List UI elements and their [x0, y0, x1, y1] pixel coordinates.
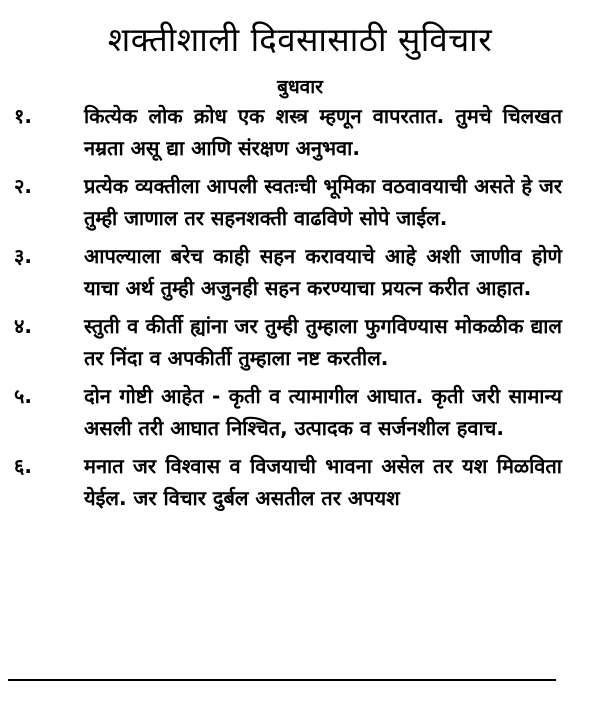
page-title: शक्तीशाली दिवसासाठी सुविचार [107, 20, 493, 59]
item-number: ५. [14, 384, 32, 408]
day-subtitle: बुधवार [277, 76, 323, 98]
item-number: १. [14, 104, 32, 128]
item-text: कित्येक लोक क्रोध एक शस्त्र म्हणून वापरतात. तुमचे चिलखत नम्रता असू द्या आणि संरक्षण अनुभवा. [84, 104, 562, 160]
list-item [0, 450, 600, 514]
bottom-divider [8, 679, 556, 681]
item-number: ६. [14, 454, 32, 478]
item-text: मनात जर विश्वास व विजयाची भावना असेल तर यश मिळविता येईल. जर विचार दुर्बल असतील तर अपयश [84, 454, 562, 510]
item-text: दोन गोष्टी आहेत - कृती व त्यामागील आघात. कृती जरी सामान्य असली तरी आघात निश्चित, उत्पादक व सर्जनशील हवाच. [84, 384, 562, 440]
list-item [0, 100, 600, 164]
list-item [0, 240, 600, 304]
item-text: प्रत्येक व्यक्तीला आपली स्वतःची भूमिका वठवावयाची असते हे जर तुम्ही जाणाल तर सहनशक्ती वाढविणे सोपे जाईल. [84, 174, 562, 230]
list-item [0, 380, 600, 444]
item-text: आपल्याला बरेच काही सहन करावयाचे आहे अशी जाणीव होणे याचा अर्थ तुम्ही अजुनही सहन करण्याचा प्रयत्न करीत आहात. [84, 244, 562, 300]
list-item [0, 310, 600, 374]
quote-list [0, 100, 600, 520]
item-number: ३. [14, 244, 32, 268]
item-number: २. [14, 174, 32, 198]
item-number: ४. [14, 314, 32, 338]
item-text: स्तुती व कीर्ती ह्यांना जर तुम्ही तुम्हाला फुगविण्यास मोकळीक द्याल तर निंदा व अपकीर्ती तुम्हाला नष्ट करतील. [84, 314, 562, 370]
list-item [0, 170, 600, 234]
